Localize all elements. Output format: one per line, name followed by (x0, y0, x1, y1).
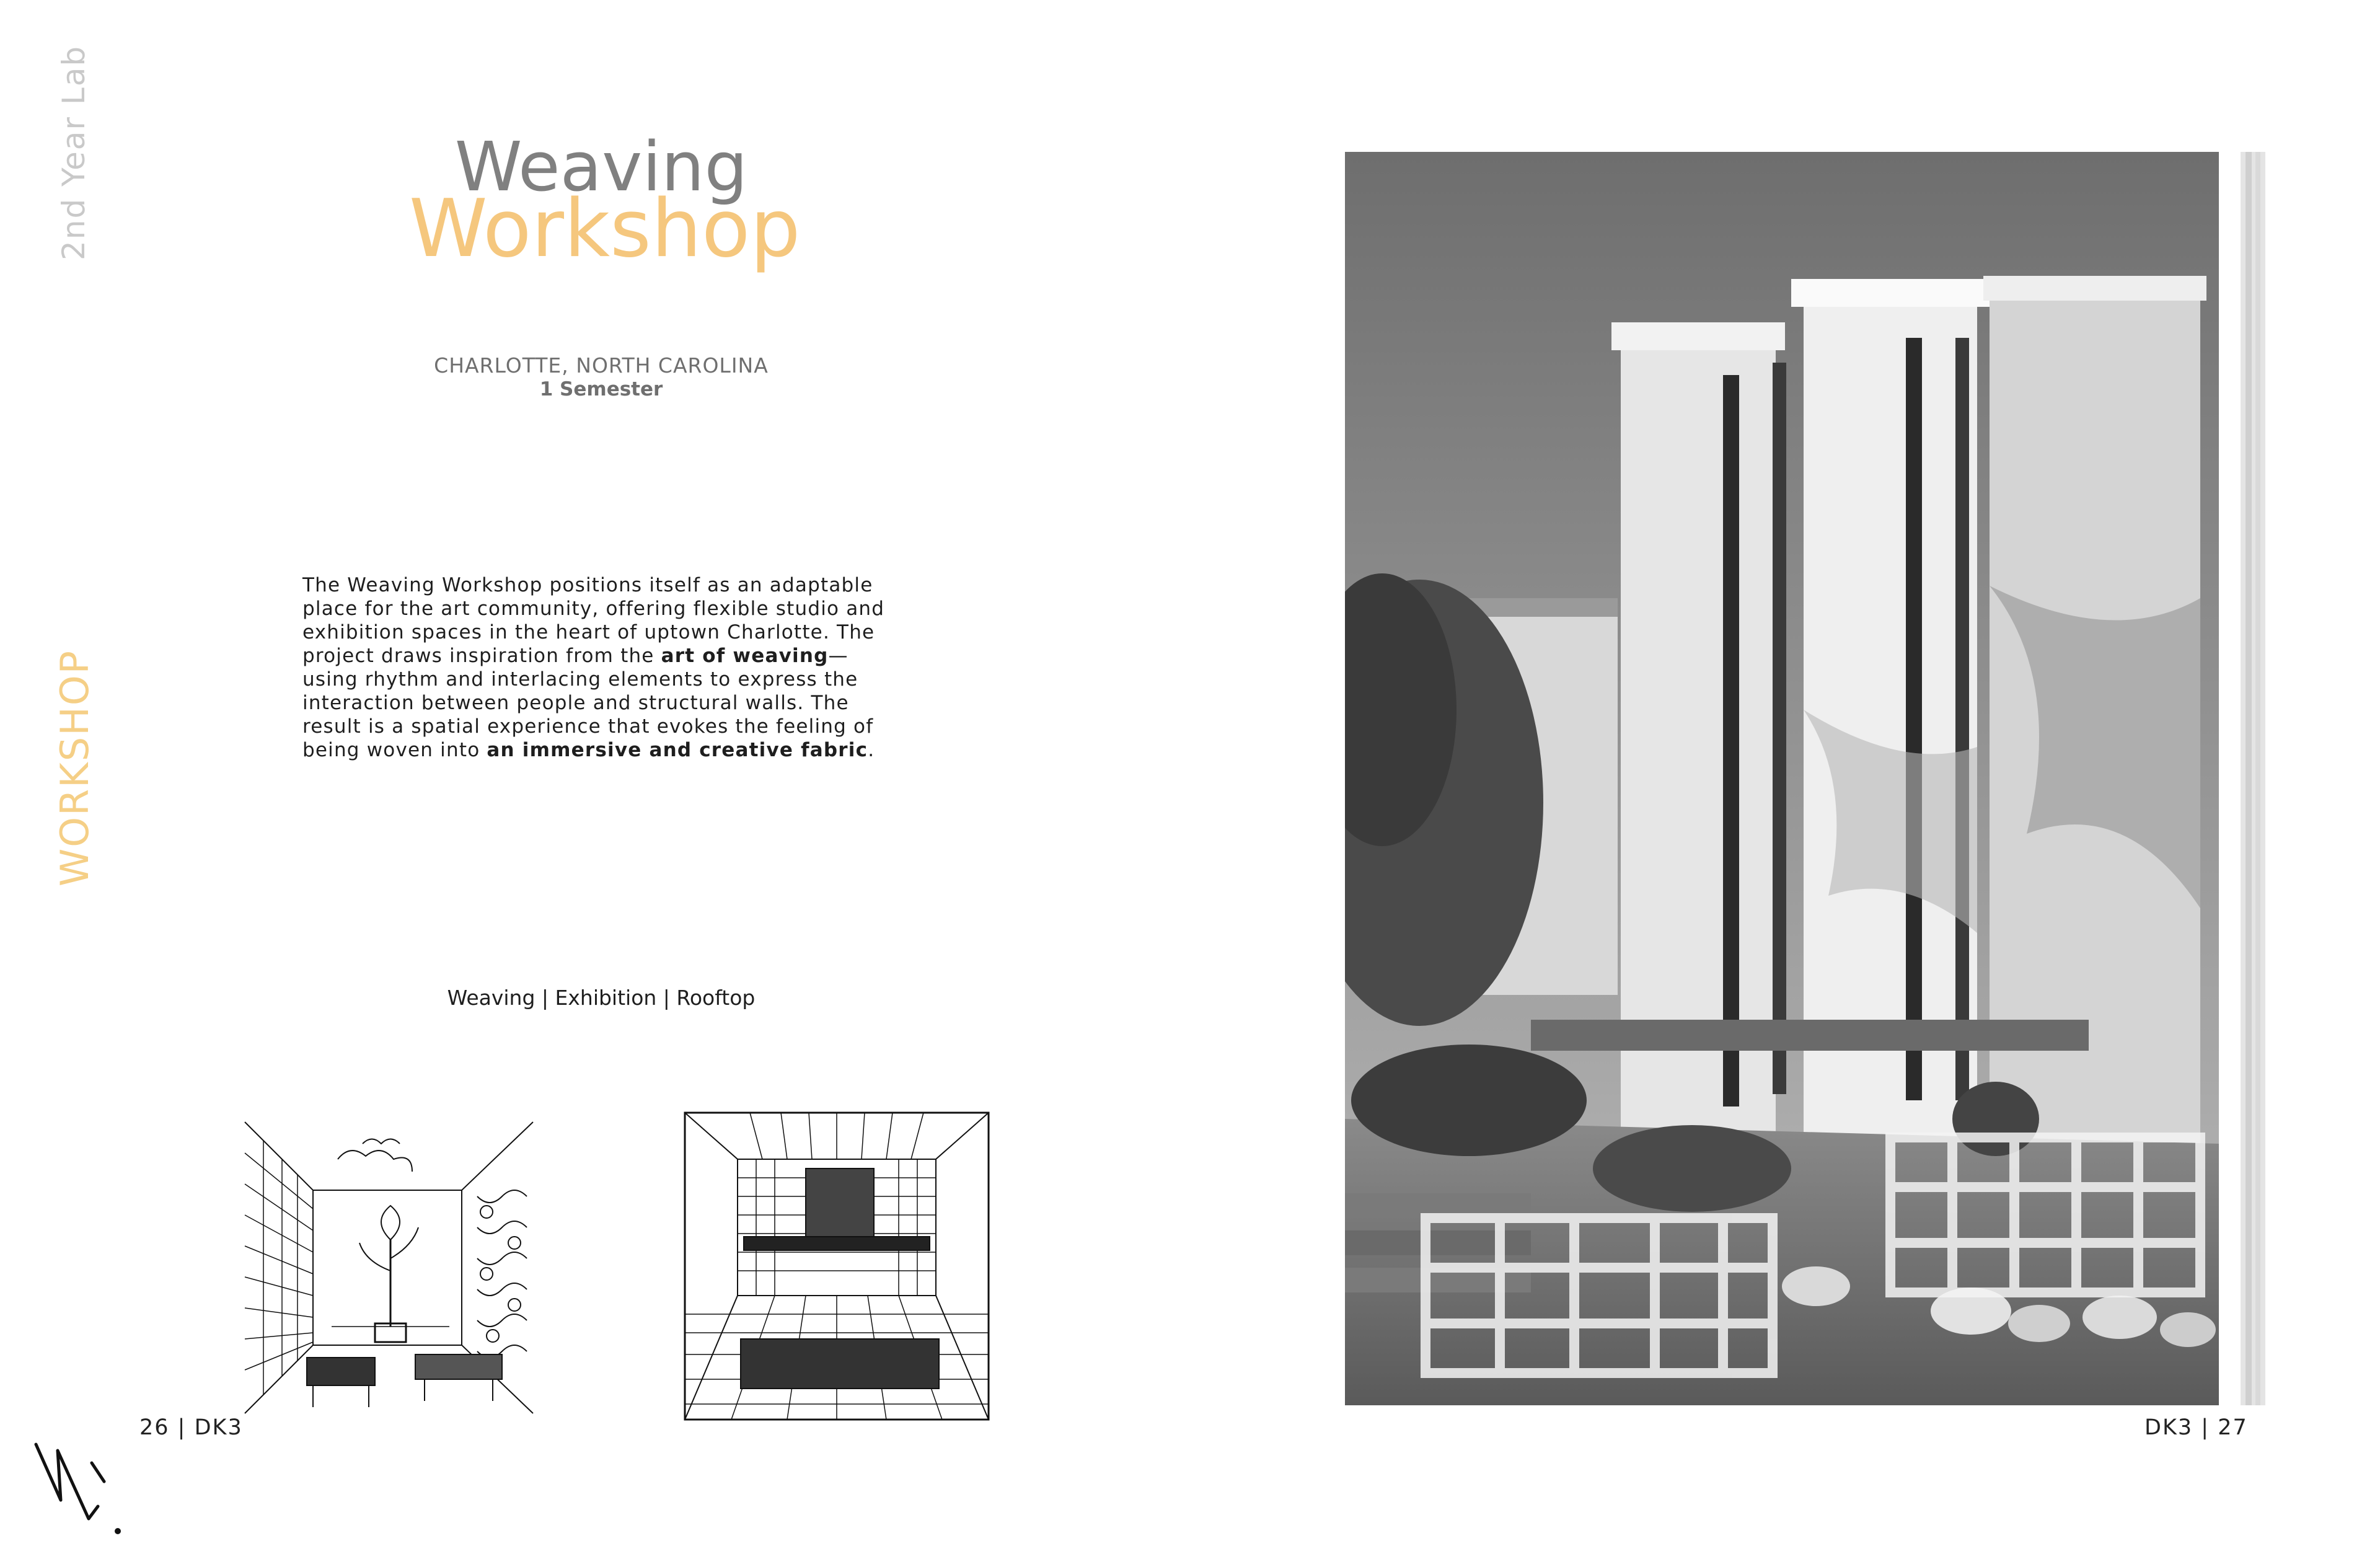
project-description (302, 573, 891, 762)
texture-edge-strip (2241, 152, 2265, 1405)
description-emphasis-fabric: an immersive and creative fabric (487, 739, 868, 761)
side-label-workshop: WORKSHOP (52, 649, 97, 886)
project-title-line2: Workshop (409, 183, 801, 275)
page-number-right: DK3 | 27 (2144, 1415, 2248, 1440)
program-tags: Weaving | Exhibition | Rooftop (447, 986, 756, 1010)
project-title-line1: Weaving (454, 127, 748, 206)
signature-drawing (24, 1432, 129, 1544)
building-render-image (1345, 152, 2219, 1405)
description-text: The Weaving Workshop positions itself as an adaptable place for the art community, offering flexible studio and exhibition spaces in the heart of uptown Charlotte. The project draws inspiration from the (302, 574, 885, 667)
description-emphasis-weaving: art of weaving (661, 645, 829, 667)
render-drawing (1345, 152, 2219, 1405)
side-label-year: 2nd Year Lab (56, 45, 92, 260)
description-text: . (868, 739, 875, 761)
edge-strip-texture (2241, 152, 2265, 1405)
interior-sketch-woven-hall (682, 1110, 992, 1423)
signature-mark (24, 1432, 129, 1544)
project-duration: 1 Semester (539, 378, 663, 400)
project-location: CHARLOTTE, NORTH CAROLINA (434, 353, 769, 378)
page-number-left: 26 | DK3 (139, 1415, 243, 1440)
description-text: — using rhythm and interlacing elements to express the interaction between people and structural walls. The result is a spatial experience that evokes the feeling of being woven into (302, 645, 874, 761)
sketch-drawing-2 (682, 1110, 992, 1423)
sketch-drawing-1 (239, 1116, 539, 1423)
interior-sketch-courtyard (239, 1116, 539, 1423)
